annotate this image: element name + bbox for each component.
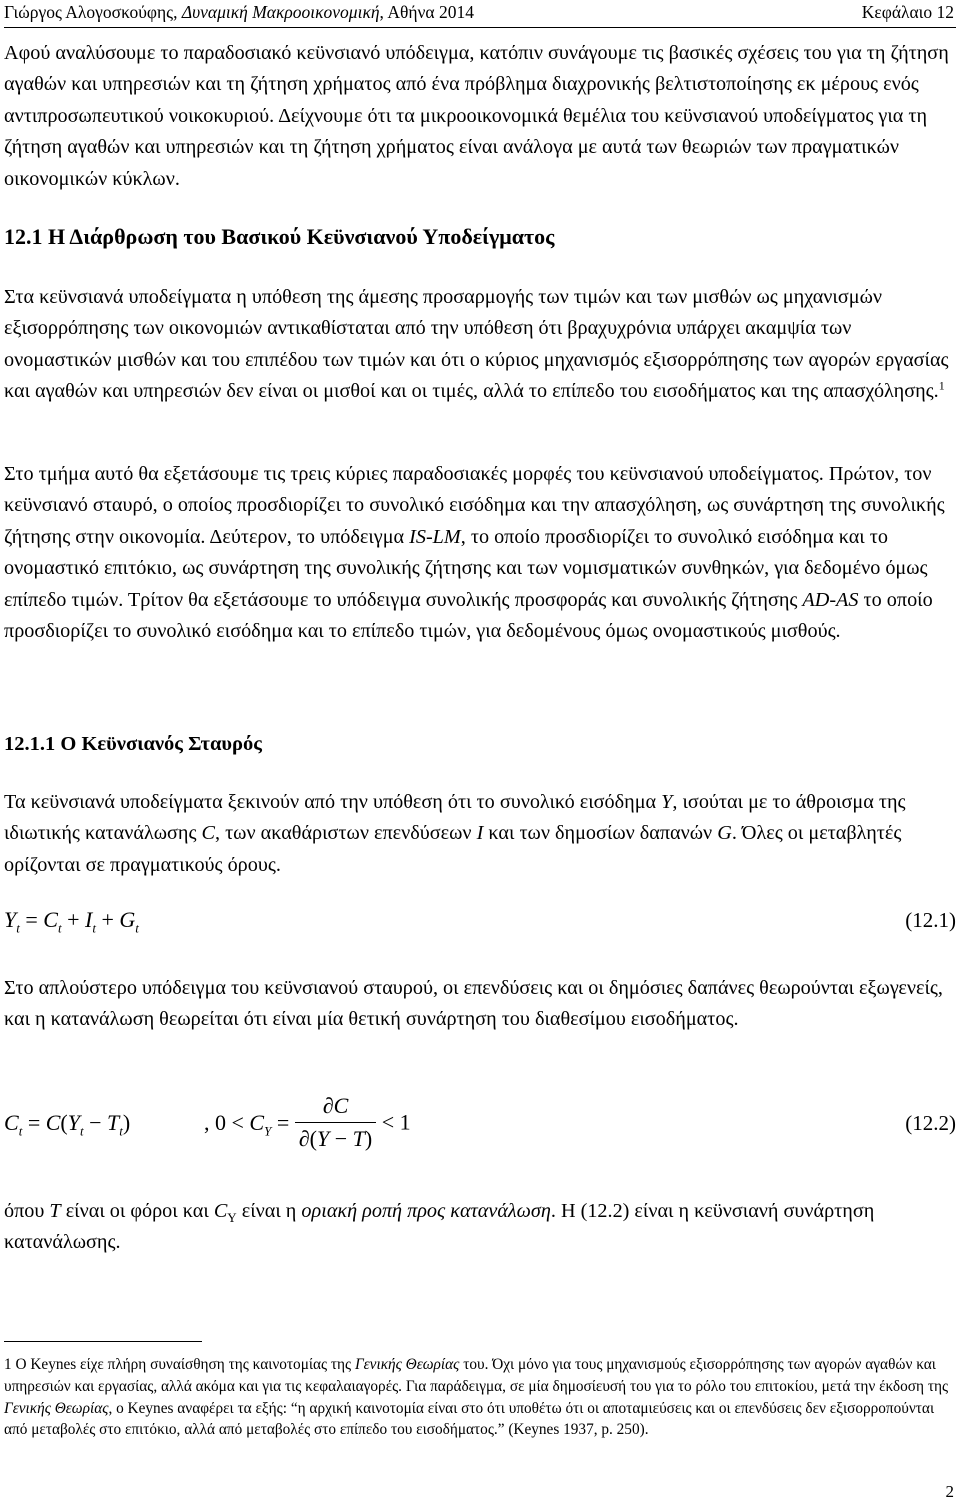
- section-12-1-paragraph-2: Στο τμήμα αυτό θα εξετάσουμε τις τρεις κύριες παραδοσιακές μορφές του κεϋνσιανού υποδείγματος. Πρώτον, τον κεϋνσιανό σταυρό, ο οποίος προσδιορίζει το συνολικό εισόδημα και την απασχόληση, ως συνάρτηση της συνολικής ζήτησης στην οικονομία. Δεύτερον, το υπόδειγμα IS-LM, το οποίο προσδιορίζει το συνολικό εισόδημα και το ονομαστικό επιτόκιο, ως συνάρτηση της συνολικής ζήτησης και των νομισματικών συνθηκών, για δεδομένο όμως επίπεδο τιμών. Τρίτον θα εξετάσουμε το υπόδειγμα συνολικής προσφοράς και συνολικής ζήτησης AD-AS το οποίο προσδιορίζει το συνολικό εισόδημα και το επίπεδο τιμών, για δεδομένους όμως ονομαστικούς μισθούς.: [4, 463, 945, 643]
- equation-12-1-number: (12.1): [905, 908, 956, 932]
- equation-12-2-number: (12.2): [905, 1111, 956, 1135]
- section-12-1-1-paragraph-1: Τα κεϋνσιανά υποδείγματα ξεκινούν από την υπόθεση ότι το συνολικό εισόδημα Y, ισούται με το άθροισμα της ιδιωτικής κατανάλωσης C, των ακαθάριστων επενδύσεων I και των δημοσίων δαπανών G. Όλες οι μεταβλητές ορίζονται σε πραγματικούς όρους.: [4, 791, 906, 876]
- section-12-1-paragraph-1: Στα κεϋνσιανά υποδείγματα η υπόθεση της άμεσης προσαρμογής των τιμών και των μισθών ως μηχανισμών εξισορρόπησης των οικονομιών αντικαθίσταται από την υπόθεση ότι βραχυχρόνια υπάρχει ακαμψία των ονομαστικών μισθών και του επιπέδου των τιμών και ότι ο κύριος μηχανισμός εξισορρόπησης των αγορών εργασίας και αγαθών και υπηρεσιών δεν είναι οι μισθοί και οι τιμές, αλλά το επίπεδο του εισοδήματος και της απασχόλησης.$^1$: [4, 286, 949, 403]
- running-header: [4, 0, 954, 26]
- equation-12-2: [4, 1090, 956, 1160]
- equation-12-1: [4, 905, 956, 937]
- section-12-1-1-paragraph-3: όπου T είναι οι φόροι και $C_Y$ είναι η οριακή ροπή προς κατανάλωση. Η (12.2) είναι η κεϋνσιανή συνάρτηση κατανάλωσης.: [4, 1200, 875, 1254]
- intro-paragraph: Αφού αναλύσουμε το παραδοσιακό κεϋνσιανό υπόδειγμα, κατόπιν συνάγουμε τις βασικές σχέσεις του για τη ζήτηση αγαθών και υπηρεσιών και τη ζήτηση χρήματος από ένα πρόβλημα διαχρονικής βελτιστοποίησης εκ μέρους ενός αντιπροσωπευτικού νοικοκυριού. Δείχνουμε ότι τα μικροοικονομικά θεμέλια του κεϋνσιανού υποδείγματος για τη ζήτηση αγαθών και υπηρεσιών και τη ζήτηση χρήματος είναι ανάλογα με αυτά των θεωριών των πραγματικών οικονομικών κύκλων.: [4, 42, 949, 190]
- header-rule: [4, 27, 956, 28]
- footnote-ref[interactable]: 1: [938, 378, 945, 393]
- section-heading-12-1-1: 12.1.1 Ο Κεϋνσιανός Σταυρός: [4, 733, 262, 755]
- header-chapter: Κεφάλαιο 12: [861, 2, 954, 22]
- footnote-1: 1 Ο Keynes είχε πλήρη συναίσθηση της καινοτομίας της Γενικής Θεωρίας του. Όχι μόνο για τους μηχανισμούς εξισορρόπησης των αγορών αγαθών και υπηρεσιών και εργασίας, αλλά ακόμα και για τις κεφαλαιαγορές. Για παράδειγμα, σε μία δημοσίευσή του για το ρόλο του επιτοκίου, μετά την έκδοση της Γενικής Θεωρίας, ο Keynes αναφέρει τα εξής: “η αρχική καινοτομία είναι στο ότι υποθέτω ότι οι αποταμιεύσεις και οι επενδύσεις δεν εξισορροπούνται από μεταβολές στο επιτόκιο, αλλά από μεταβολές στο επίπεδο του εισοδήματος.” (Keynes 1937, p. 250).: [4, 1356, 949, 1439]
- equation-12-2-condition: , $0 < C_Y$ = $\frac{\partial C}{\partial(Y - T)}$ < 1: [204, 1090, 411, 1155]
- footnote-number: 1: [4, 1356, 12, 1373]
- footnote-rule: [4, 1341, 202, 1342]
- equation-12-2-fraction: $\frac{\partial C}{\partial(Y - T)}$: [295, 1090, 376, 1155]
- section-heading-12-1: 12.1 Η Διάρθρωση του Βασικού Κεϋνσιανού Υποδείγματος: [4, 224, 555, 249]
- header-author-title: Γιώργος Αλογοσκούφης, Δυναμική Μακροοικονομική, Αθήνα 2014: [4, 2, 474, 22]
- section-12-1-1-paragraph-2: Στο απλούστερο υπόδειγμα του κεϋνσιανού σταυρού, οι επενδύσεις και οι δημόσιες δαπάνες θεωρούνται εξωγενείς, και η κατανάλωση θεωρείται ότι είναι μία θετική συνάρτηση του διαθεσίμου εισοδήματος.: [4, 977, 943, 1031]
- equation-12-1-body: $Y_t = C_t + I_t + G_t$: [4, 907, 139, 936]
- equation-12-2-lhs: $C_t = C(Y_t - T_t)$: [4, 1110, 131, 1139]
- page-number: 2: [945, 1482, 954, 1501]
